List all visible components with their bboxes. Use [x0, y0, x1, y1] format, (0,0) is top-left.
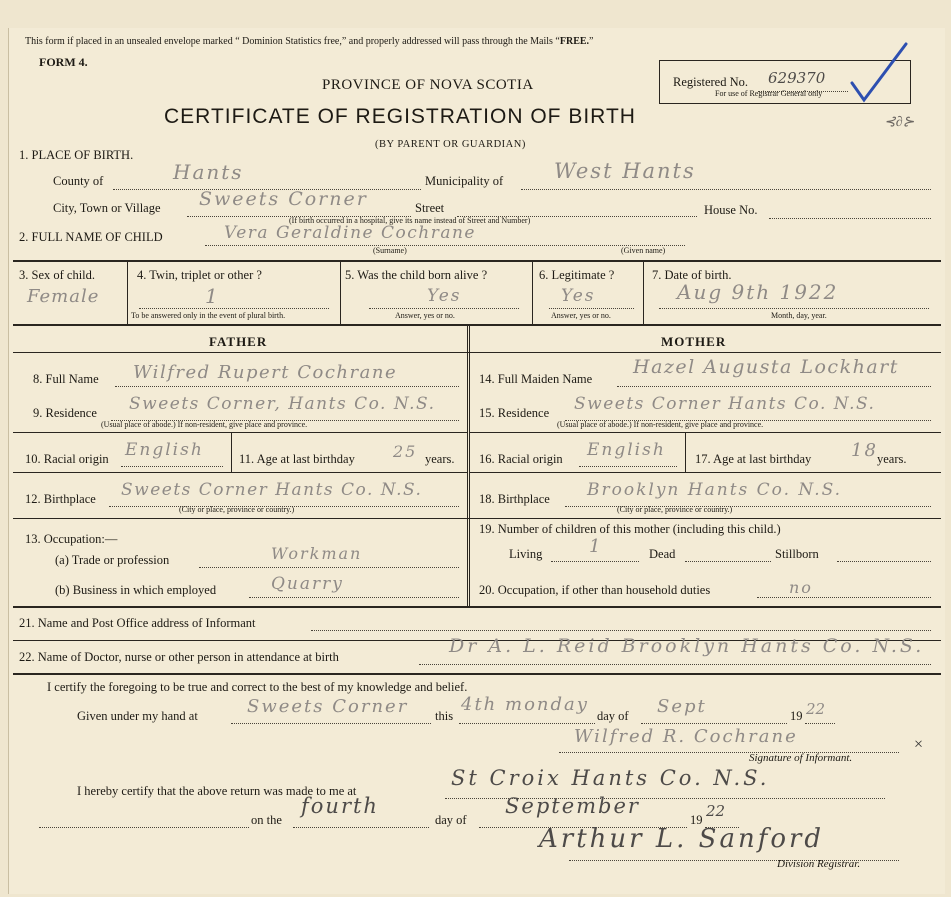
mother-racial-value: English — [587, 440, 666, 460]
alive-line — [369, 308, 519, 309]
father-racial-value: English — [125, 440, 204, 460]
given-name-note: (Given name) — [621, 246, 666, 255]
business-label: (b) Business in which employed — [55, 583, 217, 597]
mother-occupation-value: no — [789, 578, 813, 597]
stillborn-label: Stillborn — [775, 547, 819, 561]
registered-label: Registered No. — [673, 75, 748, 89]
mother-racial-line — [579, 466, 677, 467]
mother-birthplace-note: (City or place, province or country.) — [617, 505, 733, 514]
mother-birthplace-label: 18. Birthplace — [479, 492, 550, 506]
legitimate-line — [549, 308, 634, 309]
on-the-value: fourth — [301, 794, 379, 818]
father-name-value: Wilfred Rupert Cochrane — [133, 362, 398, 383]
trade-line — [199, 567, 459, 568]
street-label: Street — [415, 201, 445, 215]
child-name-label: 2. FULL NAME OF CHILD — [19, 230, 163, 244]
house-line — [769, 218, 931, 219]
registered-number: 629370 — [768, 69, 826, 87]
father-age-label: 11. Age at last birthday — [239, 452, 355, 466]
return-text: I hereby certify that the above return was made to me at — [77, 784, 357, 798]
father-birthplace-note: (City or place, province or country.) — [179, 505, 295, 514]
mother-age-value: 18 — [851, 440, 878, 461]
municipality-value: West Hants — [554, 159, 696, 183]
alive-label: 5. Was the child born alive ? — [345, 268, 488, 282]
sex-label: 3. Sex of child. — [19, 268, 96, 282]
legitimate-note: Answer, yes or no. — [551, 311, 611, 320]
business-line — [249, 597, 459, 598]
alive-value: Yes — [427, 286, 462, 306]
given-label: Given under my hand at — [77, 709, 198, 723]
province-heading: PROVINCE OF NOVA SCOTIA — [322, 77, 534, 93]
mother-heading: MOTHER — [661, 334, 727, 349]
twin-note: To be answered only in the event of plural birth. — [131, 311, 286, 320]
rule — [13, 432, 467, 433]
rule-top — [13, 260, 941, 262]
sex-value: Female — [27, 286, 100, 307]
father-birthplace-value: Sweets Corner Hants Co. N.S. — [121, 480, 423, 500]
form-number: FORM 4. — [39, 55, 88, 69]
alive-note: Answer, yes or no. — [395, 311, 455, 320]
lower-left-line — [39, 827, 249, 828]
doctor-value: Dr A. L. Reid Brooklyn Hants Co. N.S. — [449, 635, 925, 657]
dob-note: Month, day, year. — [771, 311, 827, 320]
doctor-label: 22. Name of Doctor, nurse or other person in attendance at birth — [19, 650, 339, 664]
dob-line — [659, 308, 929, 309]
col-divider — [231, 432, 232, 472]
father-years-label: years. — [425, 452, 455, 466]
on-the-label: on the — [251, 813, 282, 827]
municipality-label: Municipality of — [425, 174, 504, 188]
twin-value: 1 — [205, 284, 220, 308]
mother-birthplace-value: Brooklyn Hants Co. N.S. — [587, 480, 843, 500]
registrar-signature: Arthur L. Sanford — [539, 824, 825, 854]
rule — [13, 518, 941, 519]
informant-label: 21. Name and Post Office address of Informant — [19, 616, 256, 630]
legitimate-label: 6. Legitimate ? — [539, 268, 615, 282]
city-label: City, Town or Village — [53, 201, 161, 215]
month-line — [641, 723, 787, 724]
children-count-label: 19. Number of children of this mother (including this child.) — [479, 522, 781, 536]
rule — [13, 352, 941, 353]
father-residence-label: 9. Residence — [33, 406, 97, 420]
twin-label: 4. Twin, triplet or other ? — [137, 268, 262, 282]
mother-racial-label: 16. Racial origin — [479, 452, 563, 466]
col-divider — [685, 432, 686, 472]
mother-occupation-line — [757, 597, 931, 598]
rule — [470, 472, 941, 473]
dob-label: 7. Date of birth. — [652, 268, 732, 282]
rule-parents-top — [13, 324, 941, 326]
living-line — [551, 561, 639, 562]
registrar-caption: Division Registrar. — [777, 858, 861, 870]
stillborn-line — [837, 561, 931, 562]
rule — [13, 673, 941, 675]
month-value: Sept — [657, 696, 707, 717]
father-name-line — [115, 386, 459, 387]
mother-age-label: 17. Age at last birthday — [695, 452, 812, 466]
occupation-label: 13. Occupation:— — [25, 532, 118, 546]
twin-line — [139, 308, 329, 309]
father-racial-label: 10. Racial origin — [25, 452, 109, 466]
trade-value: Workman — [271, 544, 363, 563]
mother-name-value: Hazel Augusta Lockhart — [633, 356, 899, 378]
given-place-value: Sweets Corner — [247, 696, 409, 717]
page-title: CERTIFICATE OF REGISTRATION OF BIRTH — [164, 105, 636, 128]
child-name-value: Vera Geraldine Cochrane — [224, 223, 476, 243]
col-divider — [127, 260, 128, 324]
rule — [13, 606, 941, 608]
this-label: this — [435, 709, 454, 723]
year2-prefix: 19 — [690, 813, 703, 827]
father-residence-note: (Usual place of abode.) If non-resident, give place and province. — [101, 420, 308, 429]
municipality-line — [521, 189, 931, 190]
mother-residence-note: (Usual place of abode.) If non-resident, give place and province. — [557, 420, 764, 429]
this-value: 4th monday — [461, 694, 589, 715]
signature-caption: Signature of Informant. — [749, 752, 853, 764]
informant-signature: Wilfred R. Cochrane — [574, 726, 798, 747]
col-divider — [643, 260, 644, 324]
on-the-line — [293, 827, 429, 828]
certificate-sheet — [8, 28, 945, 894]
child-name-line — [205, 245, 685, 246]
return-place-value: St Croix Hants Co. N.S. — [451, 766, 770, 790]
this-line — [459, 723, 595, 724]
father-heading: FATHER — [209, 334, 268, 349]
mother-residence-value: Sweets Corner Hants Co. N.S. — [574, 394, 876, 414]
mother-name-line — [617, 386, 931, 387]
postal-notice-free: FREE. — [559, 36, 590, 47]
col-divider — [340, 260, 341, 324]
father-residence-value: Sweets Corner, Hants Co. N.S. — [129, 394, 436, 414]
house-label: House No. — [704, 203, 758, 217]
living-label: Living — [509, 547, 543, 561]
registrar-note: For use of Registrar General only — [715, 89, 823, 98]
year-line — [805, 723, 835, 724]
rule — [13, 472, 467, 473]
county-label: County of — [53, 174, 104, 188]
month2-value: September — [505, 794, 640, 818]
given-line — [231, 723, 431, 724]
rule — [470, 432, 941, 433]
father-birthplace-label: 12. Birthplace — [25, 492, 96, 506]
mother-occupation-label: 20. Occupation, if other than household duties — [479, 583, 711, 597]
margin-mark-icon: ⊰∂⊱ — [884, 115, 915, 130]
mother-name-label: 14. Full Maiden Name — [479, 372, 593, 386]
year2-value: 22 — [706, 802, 726, 820]
father-name-label: 8. Full Name — [33, 372, 99, 386]
certify-text: I certify the foregoing to be true and correct to the best of my knowledge and belief. — [47, 680, 468, 694]
father-racial-line — [121, 466, 223, 467]
day-of-label: day of — [597, 709, 629, 723]
postal-notice-text: This form if placed in an unsealed envelope marked “ Dominion Statistics free,” and properly addressed will pass through the Mails “ — [25, 36, 560, 47]
dead-label: Dead — [649, 547, 676, 561]
surname-note: (Surname) — [373, 246, 407, 255]
business-value: Quarry — [271, 574, 344, 594]
county-value: Hants — [173, 160, 244, 184]
day-of-label-2: day of — [435, 813, 467, 827]
hospital-note: (If birth occurred in a hospital, give its name instead of Street and Number) — [289, 216, 531, 225]
mother-residence-label: 15. Residence — [479, 406, 550, 420]
mother-years-label: years. — [877, 452, 907, 466]
father-age-value: 25 — [393, 442, 418, 461]
col-divider — [532, 260, 533, 324]
postal-notice-end: ” — [589, 36, 594, 47]
dob-value: Aug 9th 1922 — [677, 280, 839, 304]
x-mark-icon: × — [914, 736, 924, 753]
year-value: 22 — [806, 700, 826, 718]
doctor-line — [419, 664, 931, 665]
city-value: Sweets Corner — [199, 188, 368, 210]
postal-notice — [25, 36, 593, 47]
place-of-birth-heading: 1. PLACE OF BIRTH. — [19, 148, 134, 162]
living-value: 1 — [589, 536, 603, 557]
dead-line — [685, 561, 771, 562]
check-mark-icon — [844, 38, 914, 108]
page-subtitle: (BY PARENT OR GUARDIAN) — [375, 139, 526, 150]
year-prefix: 19 — [790, 709, 803, 723]
informant-line — [311, 630, 931, 631]
parents-divider — [467, 324, 470, 606]
legitimate-value: Yes — [561, 286, 596, 306]
trade-label: (a) Trade or profession — [55, 553, 170, 567]
